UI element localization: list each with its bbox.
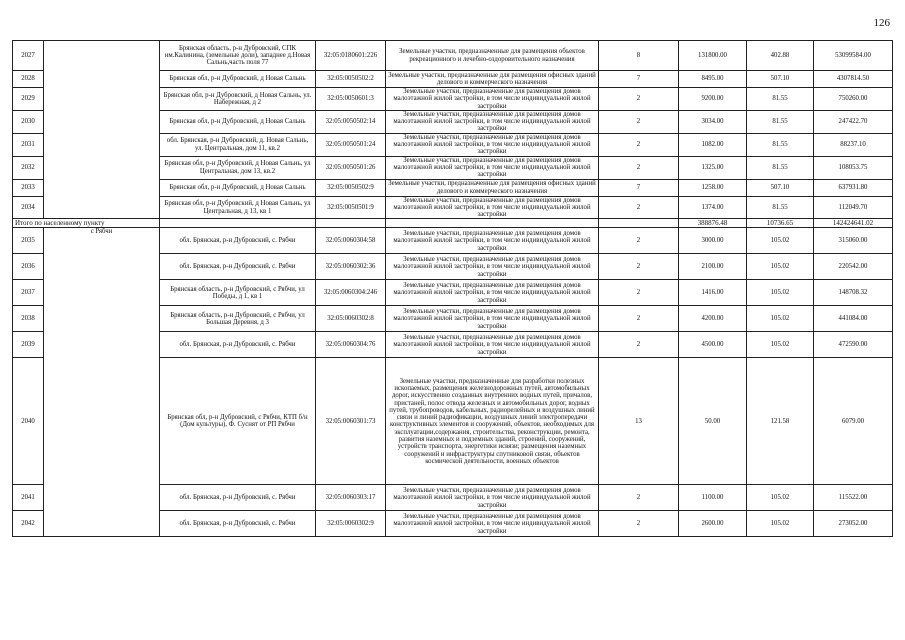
land-use-cell: Земельные участки, предназначенные для размещения домов малоэтажной жилой застройки, в том числе индивидуальной жилой застройки [386,511,599,537]
group-cell: 2 [599,196,679,219]
rate-cell: 81.55 [747,156,814,179]
address-cell: Брянская обл, р-н Дубровский, д Новая Сальнь [160,110,316,133]
area-cell: 1416.00 [679,280,747,306]
land-use-cell: Земельные участки, предназначенные для размещения домов малоэтажной жилой застройки, в том числе индивидуальной жилой застройки [386,110,599,133]
group-cell: 7 [599,71,679,88]
value-cell: 4307814.50 [814,71,893,88]
rate-cell: 507.10 [747,179,814,196]
row-number: 2036 [13,254,44,280]
total-area: 388876.48 [679,219,747,228]
address-cell: обл. Брянская, р-н Дубровский, с. Рябчи [160,228,316,254]
area-cell: 3034.00 [679,110,747,133]
area-cell: 1325.00 [679,156,747,179]
area-cell: 2600.00 [679,511,747,537]
address-cell: обл. Брянская, р-н Дубровский, с. Рябчи [160,485,316,511]
rate-cell: 105.02 [747,306,814,332]
group-cell: 2 [599,511,679,537]
group-cell: 2 [599,280,679,306]
address-cell: Брянская область, р-н Дубровский, с Рябчи, ул Большая Деревня, д 3 [160,306,316,332]
empty-cell [599,219,679,228]
group-cell: 2 [599,110,679,133]
land-use-cell: Земельные участки, предназначенные для размещения домов малоэтажной жилой застройки, в том числе индивидуальной жилой застройки [386,332,599,358]
group-cell: 8 [599,41,679,71]
area-cell: 1100.00 [679,485,747,511]
value-cell: 750260.00 [814,88,893,111]
empty-cell [316,219,386,228]
cadastral-number: 32:05:0060302:36 [316,254,386,280]
cadastral-value-table [12,40,893,537]
land-use-cell: Земельные участки, предназначенные для размещения объектов рекреационного и лечебно-оздоровительного назначения [386,41,599,71]
table-row [13,228,893,254]
value-cell: 6079.00 [814,358,893,485]
land-use-cell: Земельные участки, предназначенные для размещения домов малоэтажной жилой застройки, в том числе индивидуальной жилой застройки [386,306,599,332]
address-cell: Брянская обл, р-н Дубровский, д Новая Сальнь [160,71,316,88]
group-cell: 2 [599,133,679,156]
locality-cell: с Рябчи [44,228,160,537]
land-use-cell: Земельные участки, предназначенные для размещения офисных зданий делового и коммерческого назначения [386,179,599,196]
total-value: 142424641.02 [814,219,893,228]
land-use-cell: Земельные участки, предназначенные для размещения домов малоэтажной жилой застройки, в том числе индивидуальной жилой застройки [386,156,599,179]
total-label: Итого по населенному пункту [13,219,160,228]
rate-cell: 105.02 [747,254,814,280]
row-number: 2037 [13,280,44,306]
value-cell: 472590.00 [814,332,893,358]
cadastral-number: 32:05:0060304:76 [316,332,386,358]
cadastral-number: 32:05:0060302:9 [316,511,386,537]
land-use-cell: Земельные участки, предназначенные для размещения домов малоэтажной жилой застройки, в том числе индивидуальной жилой застройки [386,280,599,306]
area-cell: 4200.00 [679,306,747,332]
row-number: 2038 [13,306,44,332]
cadastral-number: 32:05:0050501:9 [316,196,386,219]
land-use-cell: Земельные участки, предназначенные для размещения домов малоэтажной жилой застройки, в том числе индивидуальной жилой застройки [386,485,599,511]
rate-cell: 105.02 [747,511,814,537]
cadastral-number: 32:05:0060304:58 [316,228,386,254]
row-number: 2041 [13,485,44,511]
row-number: 2040 [13,358,44,485]
value-cell: 88237.10 [814,133,893,156]
cadastral-number: 32:05:0050502:2 [316,71,386,88]
cadastral-number: 32:05:0180601:226 [316,41,386,71]
cadastral-number: 32:05:0050502:14 [316,110,386,133]
empty-cell [386,219,599,228]
group-cell: 2 [599,228,679,254]
cadastral-number: 32:05:0060301:73 [316,358,386,485]
row-number: 2029 [13,88,44,111]
value-cell: 315060.00 [814,228,893,254]
address-cell: Брянская обл, р-н Дубровский, д Новая Сальнь, ул Центральная, д 13, кв 1 [160,196,316,219]
value-cell: 148708.32 [814,280,893,306]
address-cell: Брянская обл, р-н Дубровский, д Новая Сальнь, ул Центральная, дом 13, кв.2 [160,156,316,179]
value-cell: 115522.00 [814,485,893,511]
value-cell: 53099584.00 [814,41,893,71]
rate-cell: 81.55 [747,110,814,133]
rate-cell: 81.55 [747,196,814,219]
table-row [13,41,893,71]
cadastral-number: 32:05:0060304:246 [316,280,386,306]
group-cell: 2 [599,485,679,511]
value-cell: 247422.70 [814,110,893,133]
cadastral-number: 32:05:0060302:8 [316,306,386,332]
value-cell: 273052.00 [814,511,893,537]
rate-cell: 81.55 [747,133,814,156]
group-cell: 2 [599,332,679,358]
rate-cell: 402.88 [747,41,814,71]
land-use-cell: Земельные участки, предназначенные для размещения домов малоэтажной жилой застройки, в том числе индивидуальной жилой застройки [386,196,599,219]
empty-cell [160,219,316,228]
row-number: 2034 [13,196,44,219]
row-number: 2042 [13,511,44,537]
address-cell: Брянская область, р-н Дубровский, СПК им.Калинина, (земельные доли), западнее д.Новая Сальнь,часть поля 77 [160,41,316,71]
row-number: 2035 [13,228,44,254]
cadastral-number: 32:05:0050501:24 [316,133,386,156]
land-use-cell: Земельные участки, предназначенные для размещения домов малоэтажной жилой застройки, в том числе индивидуальной жилой застройки [386,133,599,156]
land-use-cell: Земельные участки, предназначенные для разработки полезных ископаемых, размещения железнодорожных путей, автомобильных дорог, искусственно созданных внутренних водных путей, причалов, пристаней, полос отвода железных и автомобильных дорог, водных путей, трубопроводов, кабельных, радиорелейных и воздушных линий связи и линий радиофикации, воздушных линий электропередачи конструктивных элементов и сооружений, объектов, необходимых для эксплуатации,содержания, строительства, реконструкции, ремонта, развития наземных и подземных зданий, строений, сооружений, устройств транспорта, энергетики исвязи; размещения наземных сооружений и инфраструктуры спутниковой связи, объектов космической деятельности, военных объектов [386,358,599,485]
address-cell: обл. Брянская, р-н Дубровский, д. Новая Сальнь, ул. Центральная, дом 11, кв.2 [160,133,316,156]
cadastral-number: 32:05:0050601:3 [316,88,386,111]
cadastral-number: 32:05:0060303:17 [316,485,386,511]
address-cell: Брянская область, р-н Дубровский, с Рябчи, ул Победы, д 1, кв 1 [160,280,316,306]
land-use-cell: Земельные участки, предназначенные для размещения домов малоэтажной жилой застройки, в том числе индивидуальной жилой застройки [386,228,599,254]
rate-cell: 105.02 [747,280,814,306]
area-cell: 2100.00 [679,254,747,280]
address-cell: обл. Брянская, р-н Дубровский, с. Рябчи [160,511,316,537]
rate-cell: 81.55 [747,88,814,111]
area-cell: 50.00 [679,358,747,485]
address-cell: Брянская обл, р-н Дубровский, д Новая Сальнь, ул. Набережная, д 2 [160,88,316,111]
row-number: 2030 [13,110,44,133]
rate-cell: 121.58 [747,358,814,485]
group-cell: 2 [599,306,679,332]
land-use-cell: Земельные участки, предназначенные для размещения домов малоэтажной жилой застройки, в том числе индивидуальной жилой застройки [386,88,599,111]
row-number: 2027 [13,41,44,71]
page-number: 126 [873,17,890,29]
value-cell: 637931.80 [814,179,893,196]
group-cell: 13 [599,358,679,485]
land-use-cell: Земельные участки, предназначенные для размещения офисных зданий делового и коммерческого назначения [386,71,599,88]
rate-cell: 105.02 [747,332,814,358]
value-cell: 108053.75 [814,156,893,179]
value-cell: 112049.70 [814,196,893,219]
row-number: 2032 [13,156,44,179]
area-cell: 4500.00 [679,332,747,358]
rate-cell: 507.10 [747,71,814,88]
cadastral-number: 32:05:0050502:9 [316,179,386,196]
value-cell: 220542.00 [814,254,893,280]
area-cell: 1082.00 [679,133,747,156]
address-cell: Брянская обл, р-н Дубровский, с Рябчи, КТП б/н (Дом культуры), Ф. Суснят от РП Рябчи [160,358,316,485]
row-number: 2033 [13,179,44,196]
row-number: 2039 [13,332,44,358]
area-cell: 1258.00 [679,179,747,196]
rate-cell: 105.02 [747,485,814,511]
row-number: 2028 [13,71,44,88]
address-cell: обл. Брянская, р-н Дубровский, с. Рябчи [160,332,316,358]
total-row [13,219,893,228]
land-use-cell: Земельные участки, предназначенные для размещения домов малоэтажной жилой застройки, в том числе индивидуальной жилой застройки [386,254,599,280]
address-cell: обл. Брянская, р-н Дубровский, с. Рябчи [160,254,316,280]
address-cell: Брянская обл, р-н Дубровский, д Новая Сальнь [160,179,316,196]
group-cell: 7 [599,179,679,196]
area-cell: 3000.00 [679,228,747,254]
rate-cell: 105.02 [747,228,814,254]
area-cell: 9200.00 [679,88,747,111]
area-cell: 1374.00 [679,196,747,219]
cadastral-number: 32:05:0050501:26 [316,156,386,179]
row-number: 2031 [13,133,44,156]
group-cell: 2 [599,254,679,280]
area-cell: 131800.00 [679,41,747,71]
group-cell: 2 [599,88,679,111]
group-cell: 2 [599,156,679,179]
value-cell: 441084.00 [814,306,893,332]
total-rate: 10736.65 [747,219,814,228]
locality-cell [44,41,160,219]
area-cell: 8495.00 [679,71,747,88]
